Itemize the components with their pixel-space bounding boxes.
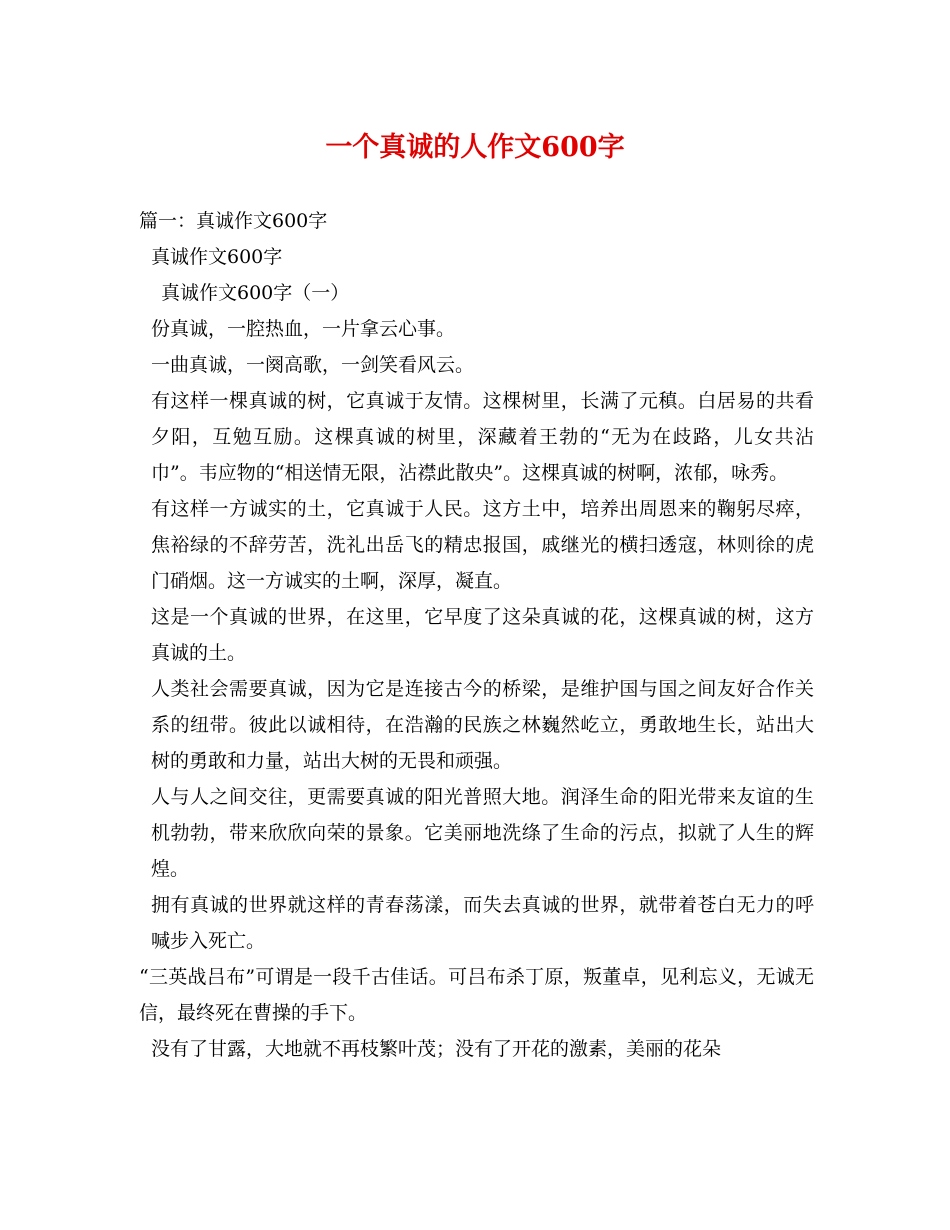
paragraph: 有这样一方诚实的土，它真诚于人民。这方土中，培养出周恩来的鞠躬尽瘁，焦裕绿的不辞劳苦，洗礼出岳飞的精忠报国，戚继光的横扫透寇，林则徐的虎门硝烟。这一方诚实的土啊，深厚，凝直。: [151, 498, 814, 592]
paragraph: 人类社会需要真诚，因为它是连接古今的桥梁，是维护国与国之间友好合作关系的纽带。彼此以诚相待，在浩瀚的民族之林巍然屹立，勇敢地生长，站出大树的勇敢和力量，站出大树的无畏和顽强。: [151, 678, 814, 772]
subheading-part-one: 真诚作文600字（一）: [161, 282, 350, 304]
section-heading: 篇一：真诚作文600字: [139, 210, 328, 232]
paragraph: 拥有真诚的世界就这样的青春荡漾，而失去真诚的世界，就带着苍白无力的呼喊步入死亡。: [151, 894, 814, 952]
paragraph: 人与人之间交往，更需要真诚的阳光普照大地。润泽生命的阳光带来友谊的生机勃勃，带来欣欣向荣的景象。它美丽地洗绦了生命的污点，拟就了人生的辉煌。: [151, 786, 814, 880]
document-title: 一个真诚的人作文600字: [325, 132, 625, 163]
paragraph: 这是一个真诚的世界，在这里，它早度了这朵真诚的花，这棵真诚的树，这方真诚的土。: [151, 606, 814, 664]
paragraph: 有这样一棵真诚的树，它真诚于友情。这棵树里，长满了元稹。白居易的共看夕阳，互勉互励。这棵真诚的树里，深藏着王勃的“无为在歧路，儿女共沾巾”。韦应物的“相送情无限，沾襟此散央”。这棵真诚的树啊，浓郁，咏秀。: [151, 390, 814, 484]
paragraph: “三英战吕布”可谓是一段千古佳话。可吕布杀丁原，叛董卓，见利忘义，无诚无信，最终死在曹操的手下。: [139, 966, 814, 1024]
paragraph-truncated: 没有了甘露，大地就不再枝繁叶茂；没有了开花的激素，美丽的花朵: [151, 1038, 722, 1060]
document-body: [139, 203, 814, 1067]
paragraph: 份真诚，一腔热血，一片拿云心事。: [151, 318, 456, 340]
paragraph: 一曲真诚，一阕高歌，一剑笑看风云。: [151, 354, 475, 376]
subheading: 真诚作文600字: [151, 246, 283, 268]
